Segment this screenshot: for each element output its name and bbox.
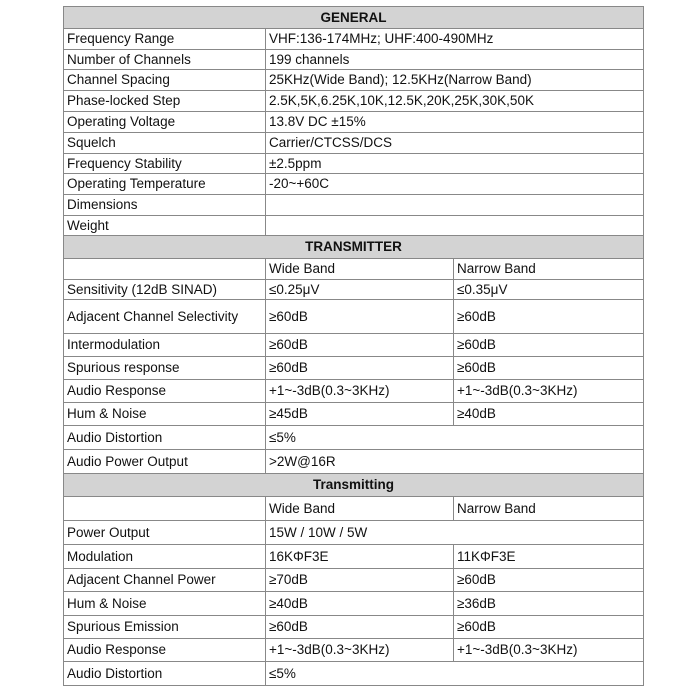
narrow-band-value: +1~-3dB(0.3~3KHz)	[454, 380, 644, 403]
row-label: Number of Channels	[64, 50, 266, 70]
section-header-transmitting	[64, 474, 644, 497]
wide-band-value: ≥60dB	[266, 357, 454, 380]
table-row	[64, 29, 644, 50]
narrow-band-value: ≥40dB	[454, 403, 644, 426]
table-row	[64, 426, 644, 450]
column-header-narrow-band: Narrow Band	[454, 497, 644, 521]
table-row	[64, 592, 644, 616]
column-header-row	[64, 259, 644, 280]
wide-band-value: +1~-3dB(0.3~3KHz)	[266, 380, 454, 403]
spec-sheet	[63, 6, 643, 686]
column-header-wide-band: Wide Band	[266, 497, 454, 521]
narrow-band-value: ≥60dB	[454, 300, 644, 334]
table-row	[64, 154, 644, 174]
table-row	[64, 195, 644, 216]
spec-table	[63, 6, 644, 686]
table-row	[64, 403, 644, 426]
table-row	[64, 70, 644, 91]
table-row	[64, 380, 644, 403]
table-row	[64, 569, 644, 592]
row-label: Spurious Emission	[64, 616, 266, 639]
row-label: Audio Response	[64, 639, 266, 662]
blank-cell	[64, 497, 266, 521]
table-row	[64, 280, 644, 300]
table-row	[64, 216, 644, 236]
wide-band-value: ≥45dB	[266, 403, 454, 426]
row-label: Adjacent Channel Power	[64, 569, 266, 592]
row-label: Audio Distortion	[64, 662, 266, 686]
narrow-band-value: ≥60dB	[454, 334, 644, 357]
narrow-band-value: ≥60dB	[454, 357, 644, 380]
section-header-transmitter	[64, 236, 644, 259]
table-row	[64, 133, 644, 154]
row-label: Adjacent Channel Selectivity	[64, 300, 266, 334]
row-label: Frequency Stability	[64, 154, 266, 174]
wide-band-value: ≥40dB	[266, 592, 454, 616]
row-value: ≤5%	[266, 662, 644, 686]
row-label: Phase-locked Step	[64, 91, 266, 112]
table-row	[64, 450, 644, 474]
table-row	[64, 50, 644, 70]
row-value: ±2.5ppm	[266, 154, 644, 174]
row-label: Squelch	[64, 133, 266, 154]
wide-band-value: ≥60dB	[266, 300, 454, 334]
wide-band-value: ≥60dB	[266, 334, 454, 357]
wide-band-value: 16KΦF3E	[266, 545, 454, 569]
row-label: Audio Distortion	[64, 426, 266, 450]
wide-band-value: ≥60dB	[266, 616, 454, 639]
narrow-band-value: +1~-3dB(0.3~3KHz)	[454, 639, 644, 662]
row-value	[266, 195, 644, 216]
row-label: Hum & Noise	[64, 403, 266, 426]
section-title: GENERAL	[64, 7, 644, 29]
row-value: ≤5%	[266, 426, 644, 450]
column-header-wide-band: Wide Band	[266, 259, 454, 280]
row-value: -20~+60C	[266, 174, 644, 195]
row-label: Hum & Noise	[64, 592, 266, 616]
row-value: 199 channels	[266, 50, 644, 70]
table-row	[64, 300, 644, 334]
table-row	[64, 334, 644, 357]
column-header-narrow-band: Narrow Band	[454, 259, 644, 280]
row-label: Weight	[64, 216, 266, 236]
row-label: Dimensions	[64, 195, 266, 216]
row-label: Frequency Range	[64, 29, 266, 50]
row-label: Modulation	[64, 545, 266, 569]
table-row	[64, 174, 644, 195]
table-row	[64, 91, 644, 112]
table-row	[64, 545, 644, 569]
wide-band-value: ≥70dB	[266, 569, 454, 592]
table-row	[64, 662, 644, 686]
table-row	[64, 639, 644, 662]
row-label: Operating Voltage	[64, 112, 266, 133]
section-title: Transmitting	[64, 474, 644, 497]
column-header-row	[64, 497, 644, 521]
table-row	[64, 521, 644, 545]
section-header-general	[64, 7, 644, 29]
wide-band-value: ≤0.25μV	[266, 280, 454, 300]
row-value: Carrier/CTCSS/DCS	[266, 133, 644, 154]
row-label: Sensitivity (12dB SINAD)	[64, 280, 266, 300]
row-value: VHF:136-174MHz; UHF:400-490MHz	[266, 29, 644, 50]
section-title: TRANSMITTER	[64, 236, 644, 259]
row-value	[266, 216, 644, 236]
narrow-band-value: ≤0.35μV	[454, 280, 644, 300]
row-value: >2W@16R	[266, 450, 644, 474]
row-value: 25KHz(Wide Band); 12.5KHz(Narrow Band)	[266, 70, 644, 91]
row-label: Audio Response	[64, 380, 266, 403]
row-label: Operating Temperature	[64, 174, 266, 195]
table-row	[64, 616, 644, 639]
blank-cell	[64, 259, 266, 280]
table-row	[64, 112, 644, 133]
row-value: 2.5K,5K,6.25K,10K,12.5K,20K,25K,30K,50K	[266, 91, 644, 112]
row-value: 13.8V DC ±15%	[266, 112, 644, 133]
table-row	[64, 357, 644, 380]
wide-band-value: +1~-3dB(0.3~3KHz)	[266, 639, 454, 662]
narrow-band-value: ≥60dB	[454, 616, 644, 639]
row-value: 15W / 10W / 5W	[266, 521, 644, 545]
row-label: Channel Spacing	[64, 70, 266, 91]
narrow-band-value: ≥60dB	[454, 569, 644, 592]
narrow-band-value: ≥36dB	[454, 592, 644, 616]
row-label: Power Output	[64, 521, 266, 545]
row-label: Intermodulation	[64, 334, 266, 357]
row-label: Audio Power Output	[64, 450, 266, 474]
row-label: Spurious response	[64, 357, 266, 380]
narrow-band-value: 11KΦF3E	[454, 545, 644, 569]
